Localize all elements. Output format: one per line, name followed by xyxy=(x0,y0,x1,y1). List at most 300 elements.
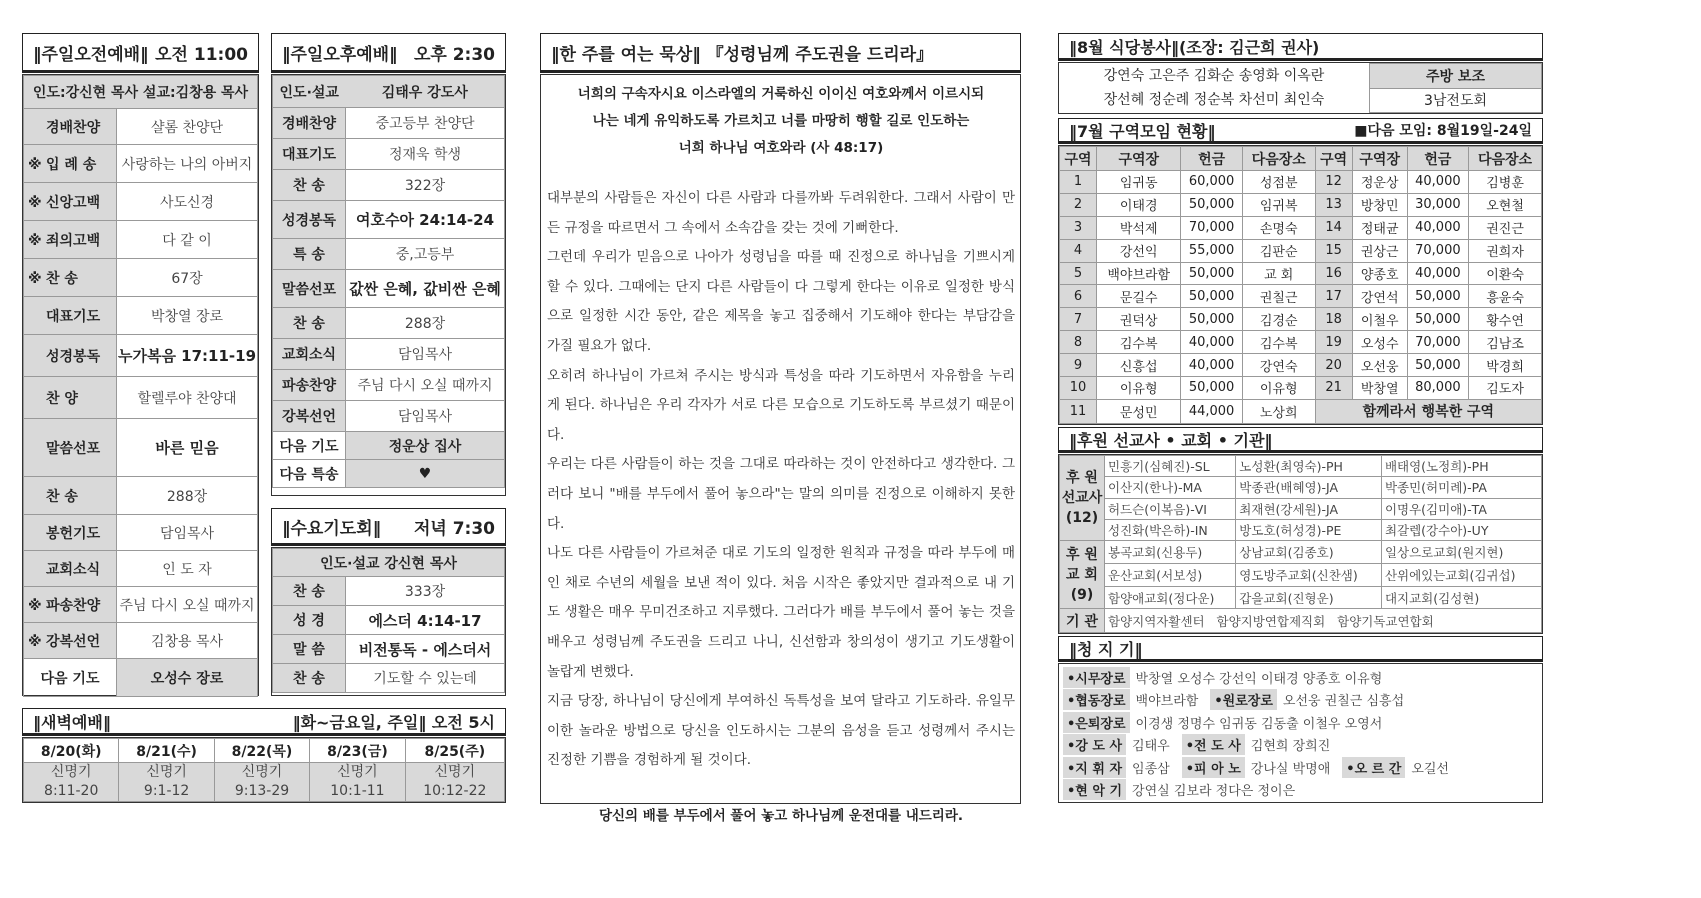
dawn-book: 신명기 xyxy=(50,764,92,780)
district-row xyxy=(1060,377,1542,400)
district-next-meeting: ■다음 모임: 8월19일-24일 xyxy=(1354,123,1532,139)
district-slogan: 함께라서 행복한 구역 xyxy=(1315,399,1541,423)
afternoon-leader-label: 인도·설교 xyxy=(273,76,346,108)
district-header-row xyxy=(1060,147,1542,171)
afternoon-order-label: 찬 송 xyxy=(273,308,346,339)
meditation-verse xyxy=(547,81,1015,162)
district-cell: 문길수 xyxy=(1097,285,1181,308)
district-cell: 60,000 xyxy=(1181,171,1242,194)
district-cell: 김수복 xyxy=(1242,331,1315,354)
afternoon-order-value: 담임목사 xyxy=(346,401,505,432)
morning-order-label-text: 경배찬양 xyxy=(46,119,101,136)
missionary-row xyxy=(1060,519,1542,540)
district-cell: 김경순 xyxy=(1242,308,1315,331)
district-cell: 20 xyxy=(1315,354,1352,377)
afternoon-order-value: 주님 다시 오실 때까지 xyxy=(346,370,505,401)
afternoon-service-title: ‖주일오후예배‖ xyxy=(282,44,398,65)
morning-order-value: 누가복음 17:11-19 xyxy=(117,335,258,377)
morning-order-value: 사도신경 xyxy=(117,183,258,221)
district-cell: 양종호 xyxy=(1352,262,1407,285)
missionary-label: 후 원 선교사 (12) xyxy=(1060,456,1105,541)
church-row xyxy=(1060,563,1542,586)
district-table-box xyxy=(1058,145,1543,425)
missionary-row xyxy=(1060,477,1542,498)
district-cell: 5 xyxy=(1060,262,1097,285)
morning-order-label xyxy=(24,259,117,297)
kitchen-assist-value: 3남전도회 xyxy=(1370,88,1542,113)
district-header xyxy=(1058,118,1543,144)
morning-order-table xyxy=(23,75,258,697)
morning-next-value: 오성수 장로 xyxy=(117,659,258,697)
district-cell: 70,000 xyxy=(1181,216,1242,239)
dawn-reading xyxy=(119,763,214,802)
district-cell: 강연숙 xyxy=(1242,354,1315,377)
morning-service-order xyxy=(22,74,259,696)
afternoon-next-special-label: 다음 특송 xyxy=(273,460,346,488)
afternoon-service-header xyxy=(271,33,506,73)
afternoon-order-row xyxy=(273,201,505,239)
church-cell: 갑을교회(진형운) xyxy=(1236,586,1382,609)
district-cell: 50,000 xyxy=(1407,308,1468,331)
district-cell: 40,000 xyxy=(1181,331,1242,354)
morning-order-label-text: 찬 송 xyxy=(46,270,78,287)
support-header xyxy=(1058,427,1543,453)
district-cell: 임귀동 xyxy=(1097,171,1181,194)
morning-order-value: 인 도 자 xyxy=(117,551,258,587)
officer-names: 김태우 xyxy=(1132,739,1170,755)
morning-order-label-text: 입 례 송 xyxy=(46,156,97,173)
wednesday-service-order xyxy=(271,547,506,696)
district-cell: 손명숙 xyxy=(1242,216,1315,239)
meditation-paragraph: 우리는 다른 사람들이 하는 것을 그대로 따라하는 것이 안전하다고 생각한다. 그러다 보니 "배를 부두에서 풀어 놓으라"는 말의 의미를 진정으로 이해하지 못한다. xyxy=(547,456,1015,532)
district-cell: 10 xyxy=(1060,377,1097,400)
morning-order-label xyxy=(24,477,117,515)
wednesday-service-title: ‖수요기도회‖ xyxy=(282,518,382,539)
officer-names: 오길선 xyxy=(1411,761,1449,777)
district-cell: 신흥섭 xyxy=(1097,354,1181,377)
afternoon-order-label: 찬 송 xyxy=(273,170,346,201)
church-cell: 산위에있는교회(김귀섭) xyxy=(1381,563,1541,586)
dawn-date: 8/25(주) xyxy=(405,739,504,763)
district-cell: 오성수 xyxy=(1352,331,1407,354)
dawn-date-row xyxy=(24,739,505,763)
afternoon-order-label: 특 송 xyxy=(273,239,346,270)
morning-order-row xyxy=(24,259,258,297)
district-cell: 권희자 xyxy=(1469,239,1542,262)
district-cell: 임귀복 xyxy=(1242,193,1315,216)
district-cell: 박석제 xyxy=(1097,216,1181,239)
district-cell: 정운상 xyxy=(1352,171,1407,194)
district-cell: 7 xyxy=(1060,308,1097,331)
morning-order-mark: ※ xyxy=(28,597,42,614)
officer-names: 강연실 김보라 정다은 정이은 xyxy=(1132,784,1296,800)
afternoon-service-time: 오후 2:30 xyxy=(413,44,495,65)
church-cell: 상남교회(김종호) xyxy=(1236,541,1382,564)
meditation-paragraph: 나도 다른 사람들이 가르쳐준 대로 기도의 일정한 원칙과 규정을 따라 부두에 매인 채로 수년의 세월을 보낸 적이 있다. 처음 시작은 좋았지만 결과적으로 내 기도 생활은 매우 무미건조하고 지루했다. 그러다가 배를 부두에서 풀어 놓는 것을 배우고 성령님께 주도권을 드리고 나니, 신선함과 창의성이 생기고 기도생활이 놀랍게 변했다. xyxy=(547,545,1015,680)
district-cell: 권덕상 xyxy=(1097,308,1181,331)
district-row xyxy=(1060,216,1542,239)
afternoon-next-special-value: ♥ xyxy=(346,460,505,488)
missionary-cell: 최갈렙(강수아)-UY xyxy=(1381,519,1541,540)
wednesday-order-row xyxy=(273,635,505,664)
officer-role: •피 아 노 xyxy=(1182,757,1245,778)
district-cell: 이유형 xyxy=(1097,377,1181,400)
church-label: 후 원 교 회 (9) xyxy=(1060,541,1105,609)
dawn-service-time: ‖화~금요일, 주일‖ 오전 5시 xyxy=(292,712,495,732)
wednesday-order-value: 비전통독 - 에스더서 xyxy=(346,635,505,664)
morning-order-row xyxy=(24,335,258,377)
afternoon-order-label: 말씀선포 xyxy=(273,270,346,308)
missionary-cell: 박종관(배혜영)-JA xyxy=(1236,477,1382,498)
morning-order-row xyxy=(24,419,258,477)
district-cell: 방창민 xyxy=(1352,193,1407,216)
morning-order-row xyxy=(24,377,258,419)
district-row xyxy=(1060,193,1542,216)
officer-role: •지 휘 자 xyxy=(1063,757,1126,778)
kitchen-title: ‖8월 식당봉사‖(조장: 김근희 권사) xyxy=(1069,37,1320,57)
district-row xyxy=(1060,354,1542,377)
officer-names: 임종삼 xyxy=(1132,761,1170,777)
dawn-date: 8/20(화) xyxy=(24,739,119,763)
district-cell: 9 xyxy=(1060,354,1097,377)
kitchen-volunteers xyxy=(1059,64,1370,113)
officers-title: ‖청 지 기‖ xyxy=(1069,639,1143,659)
district-cell: 21 xyxy=(1315,377,1352,400)
morning-order-label xyxy=(24,145,117,183)
wednesday-order-label: 찬 송 xyxy=(273,577,346,606)
district-cell: 15 xyxy=(1315,239,1352,262)
church-cell: 영도방주교회(신찬샘) xyxy=(1236,563,1382,586)
dawn-schedule-table xyxy=(23,738,505,802)
officer-role: •현 악 기 xyxy=(1063,779,1126,800)
dawn-schedule xyxy=(22,737,506,803)
district-cell: 50,000 xyxy=(1181,262,1242,285)
district-column-header: 구역장 xyxy=(1097,147,1181,171)
afternoon-order-row xyxy=(273,401,505,432)
officer-names: 오선웅 권칠근 심흥섭 xyxy=(1282,694,1405,710)
afternoon-next-special-row xyxy=(273,460,505,488)
meditation-closing: 당신의 배를 부두에서 풀어 놓고 하나님께 운전대를 내드리라. xyxy=(598,807,964,824)
district-cell: 강연석 xyxy=(1352,285,1407,308)
morning-order-row xyxy=(24,221,258,259)
dawn-reading xyxy=(405,763,504,802)
agency-row xyxy=(1060,609,1542,633)
afternoon-order-value: 여호수아 24:14-24 xyxy=(346,201,505,239)
morning-order-label-text: 강복선언 xyxy=(46,633,101,650)
morning-order-value: 김창용 목사 xyxy=(117,623,258,659)
officer-row xyxy=(1063,689,1538,712)
district-cell: 50,000 xyxy=(1181,308,1242,331)
afternoon-order-label: 교회소식 xyxy=(273,339,346,370)
officer-row xyxy=(1063,711,1538,734)
officer-role: •전 도 사 xyxy=(1182,734,1245,755)
missionary-cell: 허드슨(이복음)-VI xyxy=(1105,498,1236,519)
morning-order-label xyxy=(24,297,117,335)
district-cell: 오선웅 xyxy=(1352,354,1407,377)
morning-order-mark: ※ xyxy=(28,156,42,173)
district-cell: 오현철 xyxy=(1469,193,1542,216)
church-row xyxy=(1060,586,1542,609)
morning-service-time: 오전 11:00 xyxy=(155,44,248,65)
missionary-cell: 노성환(최영숙)-PH xyxy=(1236,456,1382,477)
district-row xyxy=(1060,308,1542,331)
district-cell: 13 xyxy=(1315,193,1352,216)
district-cell: 김남조 xyxy=(1469,331,1542,354)
district-cell: 4 xyxy=(1060,239,1097,262)
afternoon-order-value: 중,고등부 xyxy=(346,239,505,270)
district-cell: 50,000 xyxy=(1407,354,1468,377)
morning-order-label xyxy=(24,515,117,551)
afternoon-order-label: 파송찬양 xyxy=(273,370,346,401)
district-cell: 16 xyxy=(1315,262,1352,285)
district-column-header: 구역 xyxy=(1060,147,1097,171)
district-cell: 이철우 xyxy=(1352,308,1407,331)
church-cell: 일상으로교회(원지현) xyxy=(1381,541,1541,564)
district-cell: 이태경 xyxy=(1097,193,1181,216)
district-column-header: 헌금 xyxy=(1407,147,1468,171)
district-cell: 30,000 xyxy=(1407,193,1468,216)
officer-names: 박창열 오성수 강선익 이태경 양종호 이유형 xyxy=(1135,671,1383,687)
afternoon-order-value: 담임목사 xyxy=(346,339,505,370)
support-title: ‖후원 선교사 • 교회 • 기관‖ xyxy=(1069,430,1273,450)
missionary-cell: 성진화(박은하)-IN xyxy=(1105,519,1236,540)
church-cell: 운산교회(서보성) xyxy=(1105,563,1236,586)
afternoon-order-row xyxy=(273,139,505,170)
district-column-header: 구역 xyxy=(1315,147,1352,171)
morning-order-value: 박창열 장로 xyxy=(117,297,258,335)
district-cell: 55,000 xyxy=(1181,239,1242,262)
afternoon-order-label: 강복선언 xyxy=(273,401,346,432)
dawn-date: 8/22(목) xyxy=(214,739,309,763)
morning-order-mark: ※ xyxy=(28,232,42,249)
officer-row xyxy=(1063,666,1538,689)
meditation-paragraph: 지금 당장, 하나님이 당신에게 부여하신 독특성을 보여 달라고 기도하라. 유일무이한 놀라운 방법으로 당신을 인도하시는 그분의 음성을 듣고 성령께서 주시는 진정한 기쁨을 경험하게 될 것이다. xyxy=(547,693,1015,769)
morning-order-mark: ※ xyxy=(28,633,42,650)
district-cell: 17 xyxy=(1315,285,1352,308)
dawn-date: 8/21(수) xyxy=(119,739,214,763)
district-column-header: 헌금 xyxy=(1181,147,1242,171)
wednesday-order-table xyxy=(272,548,505,693)
district-cell: 흥윤숙 xyxy=(1469,285,1542,308)
morning-service-header xyxy=(22,33,259,73)
afternoon-order-row xyxy=(273,370,505,401)
morning-order-label-text: 대표기도 xyxy=(46,308,101,325)
morning-service-title: ‖주일오전예배‖ xyxy=(33,44,149,65)
dawn-reading-row xyxy=(24,763,505,802)
district-cell: 노상희 xyxy=(1242,399,1315,423)
wednesday-order-value: 기도할 수 있는데 xyxy=(346,664,505,693)
afternoon-order-label: 대표기도 xyxy=(273,139,346,170)
district-cell: 2 xyxy=(1060,193,1097,216)
morning-order-label-text: 신앙고백 xyxy=(46,194,101,211)
meditation-verse-line: 나는 네게 유익하도록 가르치고 너를 마땅히 행할 길로 인도하는 xyxy=(592,113,970,129)
district-cell: 권진근 xyxy=(1469,216,1542,239)
wednesday-order-row xyxy=(273,577,505,606)
support-box xyxy=(1058,454,1543,634)
morning-order-value: 바른 믿음 xyxy=(117,419,258,477)
district-cell: 18 xyxy=(1315,308,1352,331)
wednesday-order-label: 찬 송 xyxy=(273,664,346,693)
afternoon-next-prayer-value: 정운상 집사 xyxy=(346,432,505,460)
missionary-cell: 박종민(허미례)-PA xyxy=(1381,477,1541,498)
district-cell: 50,000 xyxy=(1181,193,1242,216)
afternoon-order-value: 값싼 은혜, 값비싼 은혜 xyxy=(346,270,505,308)
morning-order-value: 사랑하는 나의 아버지 xyxy=(117,145,258,183)
district-cell: 성점분 xyxy=(1242,171,1315,194)
officer-role: •협동장로 xyxy=(1063,689,1130,710)
dawn-book: 신명기 xyxy=(337,764,378,780)
morning-order-label xyxy=(24,587,117,623)
morning-order-mark: ※ xyxy=(28,194,42,211)
dawn-service-header xyxy=(22,708,506,736)
morning-order-row xyxy=(24,109,258,145)
meditation-title: ‖한 주를 여는 묵상‖ 『성령님께 주도권을 드리라』 xyxy=(551,44,934,65)
district-cell: 김병훈 xyxy=(1469,171,1542,194)
afternoon-order-row xyxy=(273,308,505,339)
wednesday-order-row xyxy=(273,664,505,693)
district-last-row xyxy=(1060,399,1542,423)
afternoon-order-value: 288장 xyxy=(346,308,505,339)
kitchen-names-1: 강연숙 고은주 김화순 송영화 이옥란 xyxy=(1103,68,1325,84)
morning-order-label-text: 찬 양 xyxy=(46,390,78,407)
morning-order-row xyxy=(24,587,258,623)
morning-next-prayer-row xyxy=(24,659,258,697)
district-cell: 이유형 xyxy=(1242,377,1315,400)
missionary-cell: 이명우(김미애)-TA xyxy=(1381,498,1541,519)
morning-order-label xyxy=(24,419,117,477)
district-cell: 박경희 xyxy=(1469,354,1542,377)
district-cell: 50,000 xyxy=(1181,285,1242,308)
missionary-cell: 방도호(허성경)-PE xyxy=(1236,519,1382,540)
kitchen-header xyxy=(1058,33,1543,61)
district-column-header: 다음장소 xyxy=(1242,147,1315,171)
dawn-date: 8/23(금) xyxy=(310,739,405,763)
agency-list: 함양지역자활센터 함양지방연합제직회 함양기독교연합회 xyxy=(1105,609,1542,633)
wednesday-order-label: 성 경 xyxy=(273,606,346,635)
dawn-reading xyxy=(310,763,405,802)
officer-row xyxy=(1063,734,1538,757)
district-cell: 정태균 xyxy=(1352,216,1407,239)
officer-row xyxy=(1063,779,1538,802)
district-cell: 3 xyxy=(1060,216,1097,239)
afternoon-next-prayer-label: 다음 기도 xyxy=(273,432,346,460)
dawn-book: 신명기 xyxy=(146,764,187,780)
afternoon-leader-value: 김태우 강도사 xyxy=(346,76,505,108)
afternoon-order-row xyxy=(273,270,505,308)
morning-order-label-text: 교회소식 xyxy=(46,561,101,578)
district-cell: 1 xyxy=(1060,171,1097,194)
missionary-row xyxy=(1060,456,1542,477)
morning-order-label xyxy=(24,551,117,587)
meditation-paragraph: 그런데 우리가 믿음으로 나아가 성령님을 따를 때 진정으로 하나님을 기쁘시게 할 수 있다. 그때에는 단지 다른 사람들이 다 그렇게 한다는 이유로 일정한 방식으로 일정한 시간 동안, 같은 제목을 놓고 집중해서 기도해야 한다는 부담감을 가질 필요가 없다. xyxy=(547,249,1015,354)
district-cell: 11 xyxy=(1060,399,1097,423)
wednesday-service-header xyxy=(271,508,506,546)
morning-order-value: 주님 다시 오실 때까지 xyxy=(117,587,258,623)
district-cell: 강선익 xyxy=(1097,239,1181,262)
morning-order-label xyxy=(24,377,117,419)
morning-order-label xyxy=(24,623,117,659)
district-cell: 40,000 xyxy=(1407,216,1468,239)
district-cell: 44,000 xyxy=(1181,399,1242,423)
district-cell: 박창열 xyxy=(1352,377,1407,400)
morning-order-row xyxy=(24,477,258,515)
missionary-cell: 최재현(강세원)-JA xyxy=(1236,498,1382,519)
agency-label: 기 관 xyxy=(1060,609,1105,633)
morning-order-row xyxy=(24,515,258,551)
morning-order-label-text: 성경봉독 xyxy=(46,348,101,365)
afternoon-order-row xyxy=(273,108,505,139)
missionary-cell: 민흥기(심혜진)-SL xyxy=(1105,456,1236,477)
district-cell: 6 xyxy=(1060,285,1097,308)
church-row xyxy=(1060,541,1542,564)
afternoon-order-value: 정재욱 학생 xyxy=(346,139,505,170)
district-cell: 8 xyxy=(1060,331,1097,354)
officer-list xyxy=(1063,666,1538,801)
church-cell: 봉곡교회(신용두) xyxy=(1105,541,1236,564)
morning-order-label-text: 봉헌기도 xyxy=(46,525,101,542)
kitchen-box xyxy=(1058,62,1543,114)
meditation-header xyxy=(540,33,1021,73)
wednesday-service-time: 저녁 7:30 xyxy=(413,518,495,539)
district-row xyxy=(1060,331,1542,354)
morning-order-row xyxy=(24,145,258,183)
morning-order-row xyxy=(24,551,258,587)
district-table xyxy=(1059,146,1542,424)
meditation-verse-line: 너희 하나님 여호와라 (사 48:17) xyxy=(678,140,884,156)
meditation-paragraph: 오히려 하나님이 가르쳐 주시는 방식과 특성을 따라 기도하면서 자유함을 누리게 된다. 하나님은 우리 각자가 서로 다른 모습으로 기도하도록 부르셨기 때문이다. xyxy=(547,367,1015,443)
church-cell: 함양애교회(정다운) xyxy=(1105,586,1236,609)
officers-box xyxy=(1058,663,1543,803)
district-cell: 50,000 xyxy=(1407,285,1468,308)
afternoon-order-table xyxy=(272,75,505,488)
dawn-reading xyxy=(24,763,119,802)
meditation-text xyxy=(547,184,1015,776)
morning-order-label xyxy=(24,221,117,259)
wednesday-order-label: 말 씀 xyxy=(273,635,346,664)
district-cell: 백야브라함 xyxy=(1097,262,1181,285)
morning-order-value: 담임목사 xyxy=(117,515,258,551)
afternoon-order-value: 중고등부 찬양단 xyxy=(346,108,505,139)
officer-names: 김현희 장희진 xyxy=(1250,739,1331,755)
meditation-verse-line: 너희의 구속자시요 이스라엘의 거룩하신 이이신 여호와께서 이르시되 xyxy=(577,86,985,102)
district-cell: 50,000 xyxy=(1181,377,1242,400)
afternoon-order-label: 경배찬양 xyxy=(273,108,346,139)
district-row xyxy=(1060,262,1542,285)
district-row xyxy=(1060,171,1542,194)
district-column-header: 구역장 xyxy=(1352,147,1407,171)
morning-order-value: 288장 xyxy=(117,477,258,515)
morning-order-label xyxy=(24,335,117,377)
officer-names: 강나실 박명애 xyxy=(1250,761,1331,777)
dawn-verse: 10:12-22 xyxy=(423,783,487,799)
church-cell: 대지교회(김성현) xyxy=(1381,586,1541,609)
morning-order-mark: ※ xyxy=(28,270,42,287)
officers-header xyxy=(1058,636,1543,662)
officer-role: •원로장로 xyxy=(1210,689,1277,710)
district-cell: 권상근 xyxy=(1352,239,1407,262)
missionary-cell: 이산지(한나)-MA xyxy=(1105,477,1236,498)
dawn-verse: 9:13-29 xyxy=(234,783,290,799)
morning-order-row xyxy=(24,297,258,335)
missionary-row xyxy=(1060,498,1542,519)
support-table xyxy=(1059,455,1542,633)
district-cell: 40,000 xyxy=(1407,171,1468,194)
morning-order-row xyxy=(24,183,258,221)
dawn-reading xyxy=(214,763,309,802)
district-cell: 12 xyxy=(1315,171,1352,194)
officer-role: •은퇴장로 xyxy=(1063,712,1130,733)
dawn-book: 신명기 xyxy=(241,764,283,780)
